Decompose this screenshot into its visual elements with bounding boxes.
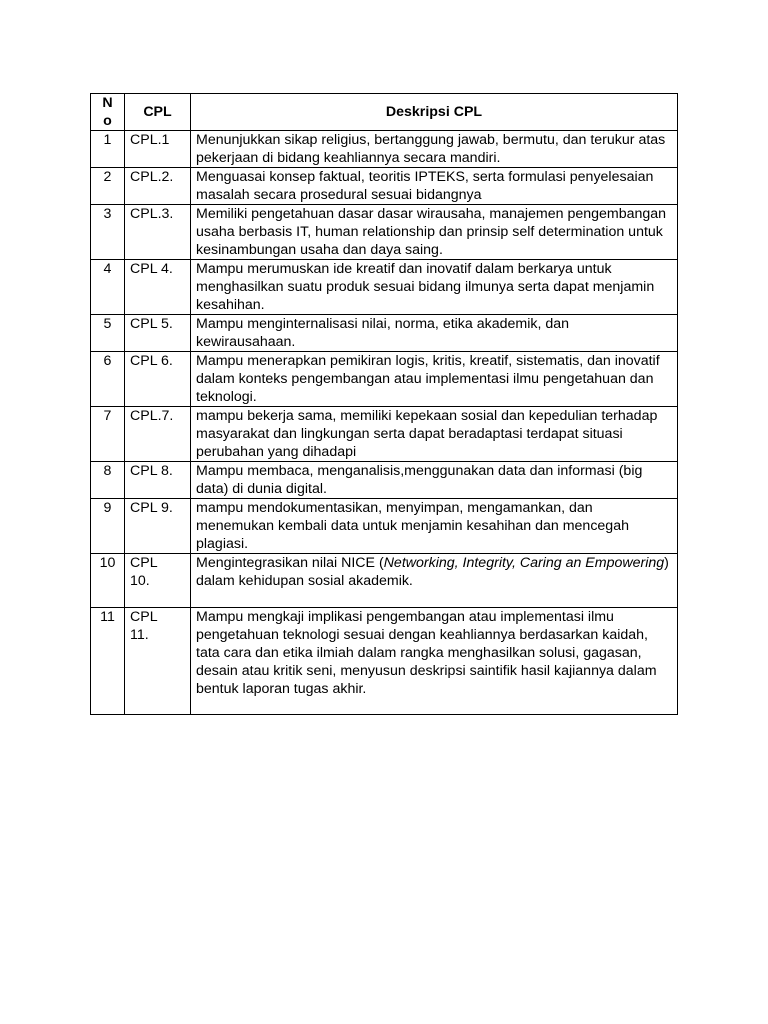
table-row [91, 315, 678, 352]
row-number: 11 [91, 608, 125, 715]
row-number: 3 [91, 205, 125, 260]
row-number: 5 [91, 315, 125, 352]
row-description: mampu bekerja sama, memiliki kepekaan sosial dan kepedulian terhadap masyarakat dan lingkungan serta dapat beradaptasi terdapat situasi perubahan yang dihadapi [191, 407, 678, 462]
table-row [91, 131, 678, 168]
cpl-table [90, 93, 678, 715]
row-number: 2 [91, 168, 125, 205]
table-row [91, 168, 678, 205]
row-cpl-code: CPL.7. [125, 407, 191, 462]
row-description: Menguasai konsep faktual, teoritis IPTEKS, serta formulasi penyelesaian masalah secara prosedural sesuai bidangnya [191, 168, 678, 205]
table-header-row [91, 94, 678, 131]
row-description: Mengintegrasikan nilai NICE (Networking, Integrity, Caring an Empowering) dalam kehidupan sosial akademik. [191, 554, 678, 608]
header-cpl: CPL [125, 94, 191, 131]
row-number: 4 [91, 260, 125, 315]
row-cpl-code: CPL.3. [125, 205, 191, 260]
row-description: mampu mendokumentasikan, menyimpan, mengamankan, dan menemukan kembali data untuk menjamin kesahihan dan mencegah plagiasi. [191, 499, 678, 554]
table-row [91, 608, 678, 715]
table-row [91, 260, 678, 315]
row-description: Mampu membaca, menganalisis,menggunakan data dan informasi (big data) di dunia digital. [191, 462, 678, 499]
row-cpl-code: CPL 5. [125, 315, 191, 352]
row-description: Memiliki pengetahuan dasar dasar wirausaha, manajemen pengembangan usaha berbasis IT, human relationship dan prinsip self determination untuk kesinambungan usaha dan daya saing. [191, 205, 678, 260]
header-description: Deskripsi CPL [191, 94, 678, 131]
row-cpl-code: CPL 9. [125, 499, 191, 554]
row-cpl-code: CPL 6. [125, 352, 191, 407]
row-cpl-code: CPL 11. [125, 608, 191, 715]
table-row [91, 554, 678, 608]
row-cpl-code: CPL.2. [125, 168, 191, 205]
header-no: N o [91, 94, 125, 131]
row-number: 8 [91, 462, 125, 499]
nice-values-italic: Networking, Integrity, Caring an Empowering [383, 555, 665, 571]
row-cpl-code: CPL 4. [125, 260, 191, 315]
row-description: Mampu merumuskan ide kreatif dan inovatif dalam berkarya untuk menghasilkan suatu produk sesuai bidang ilmunya serta dapat menjamin kesahihan. [191, 260, 678, 315]
table-row [91, 462, 678, 499]
row-description: Menunjukkan sikap religius, bertanggung jawab, bermutu, dan terukur atas pekerjaan di bidang keahliannya secara mandiri. [191, 131, 678, 168]
table-row [91, 499, 678, 554]
row-number: 7 [91, 407, 125, 462]
row-number: 6 [91, 352, 125, 407]
table-row [91, 205, 678, 260]
row-description: Mampu menerapkan pemikiran logis, kritis, kreatif, sistematis, dan inovatif dalam konteks pengembangan atau implementasi ilmu pengetahuan dan teknologi. [191, 352, 678, 407]
row-number: 9 [91, 499, 125, 554]
row-description: Mampu menginternalisasi nilai, norma, etika akademik, dan kewirausahaan. [191, 315, 678, 352]
table-row [91, 407, 678, 462]
row-number: 10 [91, 554, 125, 608]
row-number: 1 [91, 131, 125, 168]
row-cpl-code: CPL 8. [125, 462, 191, 499]
row-description: Mampu mengkaji implikasi pengembangan atau implementasi ilmu pengetahuan teknologi sesuai dengan keahliannya berdasarkan kaidah, tata cara dan etika ilmiah dalam rangka menghasilkan solusi, gagasan, desain atau kritik seni, menyusun deskripsi saintifik hasil kajiannya dalam bentuk laporan tugas akhir. [191, 608, 678, 715]
row-cpl-code: CPL 10. [125, 554, 191, 608]
table-row [91, 352, 678, 407]
row-cpl-code: CPL.1 [125, 131, 191, 168]
